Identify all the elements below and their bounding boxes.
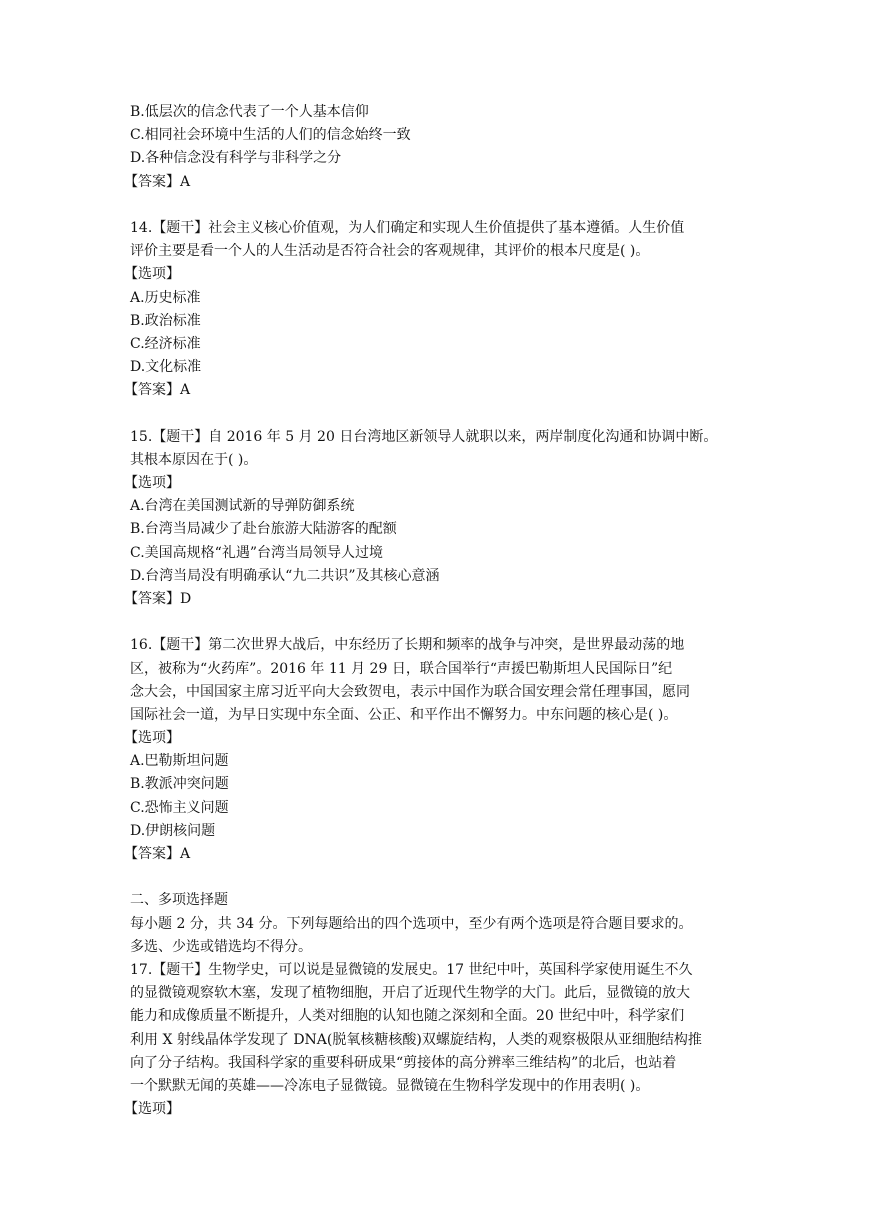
section-instruction-line: 多选、少选或错选均不得分。 [130, 938, 312, 955]
question-13-tail [124, 101, 740, 194]
option-b: B.低层次的信念代表了一个人基本信仰 [130, 104, 369, 120]
question-stem-line: 一个默默无闻的英雄——冷冻电子显微镜。显微镜在生物科学发现中的作用表明( )。 [130, 1077, 650, 1094]
option-b: B.教派冲突问题 [130, 776, 229, 793]
option-a: A.巴勒斯坦问题 [130, 753, 229, 770]
question-stem-line: 利用 X 射线晶体学发现了 DNA(脱氧核糖核酸)双螺旋结构，人类的观察极限从亚细胞结构推 [130, 1031, 702, 1048]
option-d: D.台湾当局没有明确承认“九二共识”及其核心意涵 [130, 567, 440, 584]
question-14 [124, 217, 740, 403]
options-label: 【选项】 [124, 475, 180, 491]
question-stem-line: 区，被称为“火药库”。2016 年 11 月 29 日，联合国举行“声援巴勒斯坦人民国际日”纪 [130, 660, 673, 677]
options-label: 【选项】 [124, 1101, 180, 1118]
document-content [124, 101, 740, 1121]
option-d: D.各种信念没有科学与非科学之分 [130, 150, 342, 167]
options-label: 【选项】 [124, 266, 180, 283]
section-instruction-line: 每小题 2 分，共 34 分。下列每题给出的四个选项中，至少有两个选项是符合题目要求的。 [130, 915, 693, 932]
option-c: C.恐怖主义问题 [130, 799, 229, 816]
question-stem-line: 15.【题干】自 2016 年 5 月 20 日台湾地区新领导人就职以来，两岸制度化沟通和协调中断。 [130, 428, 718, 445]
options-label: 【选项】 [124, 730, 180, 747]
section-multiple-choice [124, 889, 740, 1121]
question-stem-line: 14.【题干】社会主义核心价值观，为人们确定和实现人生价值提供了基本遵循。人生价值 [130, 219, 685, 236]
section-title: 二、多项选择题 [130, 892, 228, 909]
answer-label: 【答案】A [124, 846, 191, 862]
option-d: D.文化标准 [130, 359, 202, 376]
question-stem-line: 国际社会一道，为早日实现中东全面、公正、和平作出不懈努力。中东问题的核心是( )。 [130, 706, 678, 723]
option-b: B.台湾当局减少了赴台旅游大陆游客的配额 [130, 521, 397, 538]
answer-label: 【答案】A [124, 173, 191, 190]
option-c: C.经济标准 [130, 335, 201, 352]
question-15 [124, 426, 740, 612]
option-c: C.相同社会环境中生活的人们的信念始终一致 [130, 127, 411, 144]
answer-label: 【答案】A [124, 382, 191, 399]
question-stem-line: 能力和成像质量不断提升，人类对细胞的认知也随之深刻和全面。20 世纪中叶，科学家们 [130, 1008, 685, 1025]
answer-label: 【答案】D [124, 590, 192, 607]
option-b: B.政治标准 [130, 312, 201, 329]
option-c: C.美国高规格“礼遇”台湾当局领导人过境 [130, 544, 383, 561]
option-d: D.伊朗核问题 [130, 822, 216, 839]
question-stem-line: 17.【题干】生物学史，可以说是显微镜的发展史。17 世纪中叶，英国科学家使用诞生不久 [130, 961, 693, 978]
question-16 [124, 634, 740, 866]
question-stem-line: 念大会，中国国家主席习近平向大会致贺电，表示中国作为联合国安理会常任理事国，愿同 [130, 683, 690, 700]
question-stem-line: 16.【题干】第二次世界大战后，中东经历了长期和频率的战争与冲突，是世界最动荡的地 [130, 637, 685, 654]
question-stem-line: 向了分子结构。我国科学家的重要科研成果“剪接体的高分辨率三维结构”的北后，也站着 [130, 1054, 677, 1071]
question-stem-line: 其根本原因在于( )。 [130, 451, 258, 468]
option-a: A.台湾在美国测试新的导弹防御系统 [130, 498, 355, 515]
question-stem-line: 评价主要是看一个人的人生活动是否符合社会的客观规律，其评价的根本尺度是( )。 [130, 243, 650, 260]
option-a: A.历史标准 [130, 289, 201, 306]
question-stem-line: 的显微镜观察软木塞，发现了植物细胞，开启了近现代生物学的大门。此后，显微镜的放大 [130, 985, 690, 1002]
